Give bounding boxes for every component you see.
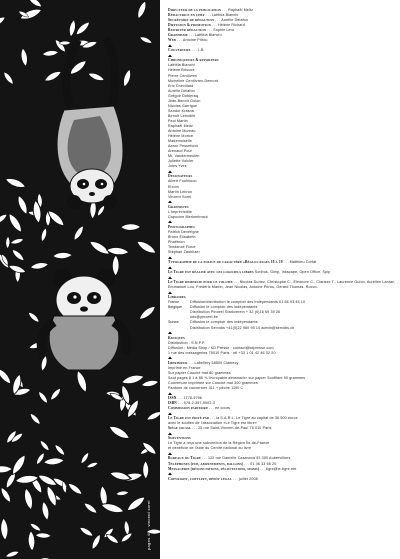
contributor-name: Juliette Volcler (168, 159, 194, 164)
panda-illustration (0, 0, 160, 559)
contributor-name: Micheline Centlivres-Demont (168, 78, 218, 83)
contributor-name: Vincent Sorel (168, 194, 192, 199)
tiger-mark-icon (168, 266, 172, 270)
masthead-row: Web . . . Antoine Pitrou (168, 38, 208, 43)
contributor-name: Pierre Centlivres (168, 73, 198, 78)
logiciels-credit: Le Tigre est réalisé avec les logiciels libres Scribus, Gimp, Inkscape, Open Office, Spip (168, 270, 331, 275)
credit-line: Diffusion : Média Shop / KD Presse · contact@kdpresse.com (168, 345, 274, 350)
masthead-role: Diffusion & promotion (168, 23, 211, 28)
contributor-name: Stephan Zaubitzer (168, 250, 200, 255)
chroniqueurs-list (168, 63, 396, 169)
tiger-mark-icon (168, 472, 172, 476)
libraire-row (168, 326, 396, 331)
contributor-name: Albert Foolmoon (168, 179, 197, 184)
masthead-row: Rewriter rédaction . . . Sophie Léro (168, 28, 235, 33)
contributor-name: Phaëtnon (168, 239, 185, 244)
cover-credit: Couverture . . . L.B. (168, 48, 205, 53)
masthead-person: Antoine Pitrou (182, 38, 208, 43)
credits-colophon (168, 8, 396, 556)
contributor-name: Nicolas Garrigue (168, 103, 198, 108)
libraire-detail: info@pinceel.be (190, 315, 219, 320)
contributor-name: Sandor Krasna (168, 108, 194, 113)
tiger-mark-icon (168, 200, 172, 204)
masthead-row: Graphisme . . . Laëtitia Bianchi (168, 33, 222, 38)
contributor-name: Martin Lebrun (168, 189, 193, 194)
contributor-name: Tendance Floue (168, 244, 196, 249)
contributor-name: L'Imprévisible (168, 209, 192, 214)
siege-credit: Siège social . . . 25 rue Saint-Vincent-de-Paul 75 010 Paris (168, 426, 272, 431)
tiger-mark-icon (168, 170, 172, 174)
copyright-credit: Copyright, copyleft, dépôt légal . . . juillet 2008 (168, 476, 258, 481)
libraires-list (168, 300, 396, 330)
editeur-credit: Le Tigre est édité par . . . la S.A.R.L. Le Tigre au capital de 36 500 euros (168, 416, 298, 421)
dessinateurs-heading: Dessinateurs (168, 174, 193, 179)
masthead-row: Secrétaire de rédaction . . . Aurélie Delafon (168, 18, 249, 23)
contributor-name: Mr. Vandermeulen (168, 154, 200, 159)
credit-line: Imprimé en France (168, 365, 201, 370)
libraire-detail: Diffusion le comptoir des indépendants (190, 305, 258, 310)
tiger-mark-icon (168, 331, 172, 335)
typo-credit: Typographie de la police de caractère «Réglo» pages 18 à 19 . . . Matthieu Cortat (168, 260, 317, 265)
subventions-lines (168, 441, 396, 451)
graphistes-heading: Graphistes (168, 204, 189, 209)
photographes-list (168, 230, 396, 255)
libraire-country: Belgique (168, 305, 182, 310)
contributor-name: Capucine Merkenbrack (168, 214, 208, 219)
masthead-role: Secrétaire de rédaction (168, 18, 215, 23)
tiger-mark-icon (168, 54, 172, 58)
photographes-heading: Photographes (168, 224, 195, 229)
libraire-detail: Distribution Servidis +41(0)22 960 95 10 admin@servidis.ch (190, 325, 295, 330)
masthead-person: Hélène Richard (218, 23, 245, 28)
libraire-country: Suisse (168, 320, 179, 325)
credit-line: Sur papier Couché mat 80 grammes (168, 370, 231, 375)
dessinateurs-list (168, 179, 396, 199)
credit-line: Couverture imprimée sur Couché mat 300 grammes (168, 380, 258, 385)
telephones-credit: Téléphones (pub, abonnements, ballons) . . . 01 46 33 55 20 (168, 461, 277, 466)
issn-credit: ISSN . . . 1778-9796 (168, 396, 202, 401)
masthead-row: Diffusion & promotion . . . Hélène Richard (168, 23, 245, 28)
masthead-row: Rédactrice en chef . . . Laëtitia Bianchi (168, 13, 239, 18)
credit-line: Saut pages 8 1 à 86 +L'incroyable almanach» sur papier Soufflant 90 grammes (168, 375, 306, 380)
contributor-name: Grégoir Dobleraq (168, 93, 198, 98)
libraire-detail: Distribution Pinceel Starkverein + 32 (0)16 69 39 26 (190, 310, 281, 315)
masthead-person: Aurélie Delafon (221, 18, 249, 23)
masthead (168, 8, 396, 43)
masthead-person: Raphaël Meltz (228, 8, 254, 12)
tiger-mark-icon (168, 256, 172, 260)
libraire-country (168, 326, 190, 331)
contributor-name: Arenaud Pour (168, 149, 192, 154)
cpp-credit: Commission paritaire . . . en cours (168, 406, 231, 411)
contributor-name: Mademoiselle (168, 139, 192, 144)
spine-credit: pages 48 · vincent sorel (146, 500, 151, 550)
masthead-row: Directeur de la publication . . . Raphaël Meltz (168, 8, 254, 12)
contributor-name: Aurélie Delafon (168, 88, 195, 93)
masthead-role: Directeur de la publication (168, 8, 222, 12)
credit-line: avec le soutien de l'association «Le Tigre est libre» (168, 421, 257, 426)
forest-drawing (0, 0, 160, 559)
graphistes-list (168, 210, 396, 220)
remerciements-credit: Le Tigre remercie pour ce volume . . . Nicolas Duriez, Christophe C., Éléonore C., Clarisse T., Laurence Guion, Aurélien Lantaz, Emmanuel Lou, Frédéric Martin, Jean Nicolas, Antoine Pitrou, Gérard Thomas, Rocco. (168, 280, 396, 290)
credit-line: Distribution : S.N.P.P. (168, 340, 206, 345)
libraire-country: France (168, 300, 180, 305)
tiger-mark-icon (168, 452, 172, 456)
imprimeur-lines (168, 366, 396, 391)
contributor-name: Eric Chevillard (168, 83, 194, 88)
subventions-heading: Subventions (168, 436, 191, 441)
contributor-name: Raphaël Meltz (168, 123, 193, 128)
chroniqueurs-heading: Chroniqueurs & reporters (168, 58, 219, 63)
kiosques-list (168, 341, 396, 356)
libraire-detail: Diffusion/distribution le comptoir des indépendants 01 56 93 45 10 (190, 300, 306, 305)
tiger-mark-icon (168, 432, 172, 436)
tiger-mark-icon (168, 220, 172, 224)
contributor-name: Patrick Deverigne (168, 229, 199, 234)
isbn-credit: ISBN . . . 978-2-357-9002-3 (168, 401, 215, 406)
credit-line: Pantone de couverture 311 + pêche 1190 C (168, 386, 244, 390)
libraire-detail: Diffusion le comptoir des indépendants (190, 320, 258, 325)
imprimeur-credit: Imprimeur . . . Labellery 58500 Clamecy (168, 360, 239, 365)
masthead-person: Laëtitia Bianchi (211, 13, 239, 18)
masthead-person: Sophie Léro (213, 28, 235, 33)
contributor-name: Elxom (168, 184, 179, 189)
contributor-name: Hélène Briscoe (168, 68, 195, 73)
credit-line: 1 rue des messageries 75010 Paris · tél +33 1 01 42 46 02 20 (168, 350, 276, 355)
contributor-name: Laëtitia Bianchi (168, 63, 195, 68)
tiger-mark-icon (168, 392, 172, 396)
masthead-role: Web (168, 38, 176, 43)
contributor-name: Jean-Benoît Guion (168, 98, 201, 103)
masthead-role: Rewriter rédaction (168, 28, 207, 33)
contributor-name: Hélène Morice (168, 134, 194, 139)
masthead-person: Laëtitia Bianchi (194, 33, 222, 38)
contributor-name: Benoît Lemoble (168, 113, 196, 118)
messagerie-credit: Messagerie (dénonciations, félicitations, spams) . . . tigre@le-tigre.net (168, 466, 297, 471)
contributor-name: Aaron Pessefond (168, 144, 198, 149)
tiger-mark-icon (168, 44, 172, 48)
contributor-name: Jules Yves (168, 164, 187, 169)
masthead-role: Rédactrice en chef (168, 13, 205, 18)
contributor-name: Paul Martin (168, 118, 188, 123)
tiger-mark-icon (168, 291, 172, 295)
contributor-name: Bruno Élisabeth (168, 234, 196, 239)
tiger-mark-icon (168, 356, 172, 360)
masthead-role: Graphisme (168, 33, 188, 38)
bureaux-credit: Bureaux du Tigre . . . 122 rue Danielle Casanova 93 300 Aubervilliers (168, 456, 291, 461)
credit-line: et bénéficie de l'aide du Centre national du livre (168, 446, 252, 451)
contributor-name: Antoine Moreau (168, 129, 196, 134)
libraires-heading: Libraires (168, 295, 186, 300)
credit-line: Le Tigre a reçu une subvention de la Région Île-de-France (168, 441, 270, 446)
kiosques-heading: Kiosques (168, 335, 185, 340)
